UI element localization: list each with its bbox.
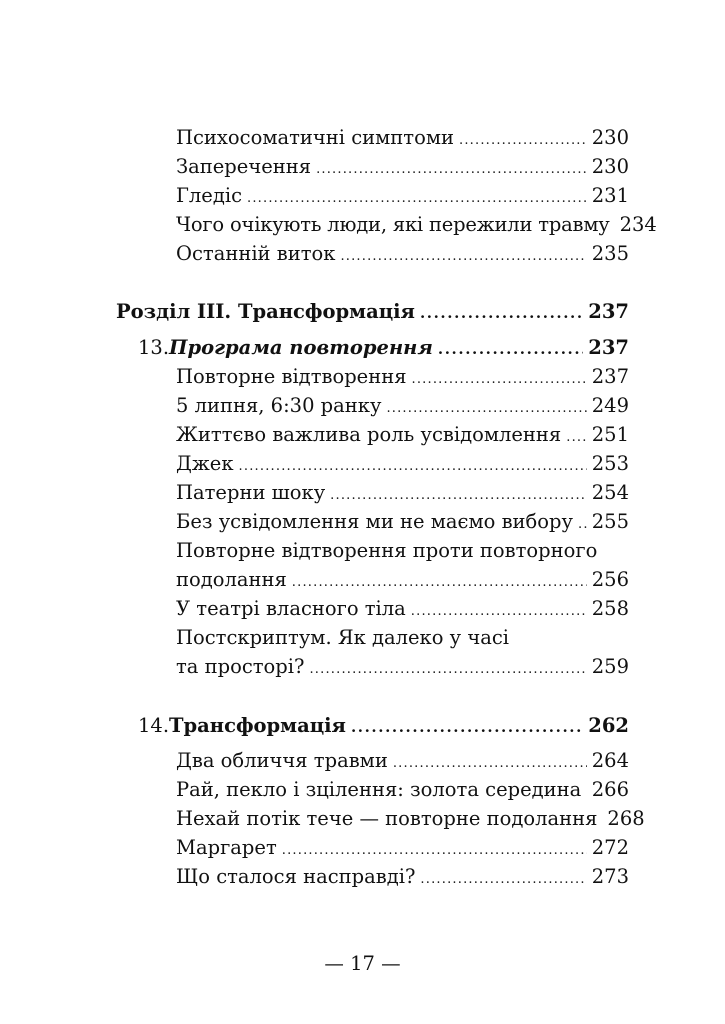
- toc-entry-page: 259: [591, 655, 629, 678]
- part-title: Розділ ІІІ. Трансформація: [116, 300, 415, 323]
- toc-entry-title: Психосоматичні симптоми: [176, 126, 454, 149]
- dot-leader: [292, 569, 587, 597]
- toc-entry-page: 235: [591, 242, 629, 265]
- toc-entry: [176, 450, 629, 478]
- toc-entry-page: 272: [591, 836, 629, 859]
- dot-leader: [282, 837, 587, 865]
- toc-entry-page: 237: [591, 365, 629, 388]
- dot-leader: [386, 395, 586, 423]
- chapter-title: Трансформація: [169, 714, 346, 737]
- toc-entry: [176, 595, 629, 623]
- dot-leader: [330, 482, 587, 510]
- page-number: — 17 —: [324, 952, 401, 975]
- toc-entry: [176, 566, 629, 594]
- toc-entry-title: Заперечення: [176, 155, 312, 178]
- toc-entry-title: Чого очікують люди, які пережили травму: [176, 213, 610, 236]
- dot-leader: [393, 750, 587, 778]
- toc-entry-page: 266: [591, 778, 629, 801]
- dot-leader: [316, 156, 587, 184]
- toc-entry-title: У театрі власного тіла: [176, 597, 406, 620]
- toc-entry-title: Гледіс: [176, 184, 243, 207]
- toc-entry-title: Два обличчя травми: [176, 749, 388, 772]
- toc-entry: [176, 479, 629, 507]
- toc-entry-title: Рай, пекло і зцілення: золота середина: [176, 778, 582, 801]
- part-page: 237: [588, 300, 629, 323]
- toc-entry-page: 231: [591, 184, 629, 207]
- dot-leader: [566, 424, 587, 452]
- chapter-title: Програма повторення: [169, 336, 433, 359]
- toc-entry: [176, 153, 629, 181]
- toc-entry-page: 256: [591, 568, 629, 591]
- toc-chapter-heading: [138, 334, 629, 362]
- toc-entry: [176, 863, 629, 891]
- dot-leader: [239, 453, 587, 481]
- toc-entry-title: Життєво важлива роль усвідомлення: [176, 423, 562, 446]
- dot-leader: [340, 243, 586, 271]
- toc-entry-page: 230: [591, 126, 629, 149]
- toc-entry-page: 234: [619, 213, 657, 236]
- toc-entry-page: 251: [591, 423, 629, 446]
- toc-entry-page: 268: [607, 807, 645, 830]
- toc-entry: [176, 805, 645, 833]
- toc-entry: [176, 653, 629, 681]
- toc-entry: [176, 834, 629, 862]
- dot-leader: [351, 713, 583, 741]
- toc-entry-page: 253: [591, 452, 629, 475]
- toc-entry: [176, 182, 629, 210]
- dot-leader: [438, 335, 583, 363]
- dot-leader: [247, 185, 587, 213]
- toc-entry-title: Патерни шоку: [176, 481, 326, 504]
- chapter-page: 262: [588, 714, 629, 737]
- toc-entry: [176, 776, 629, 804]
- toc-entry: [176, 508, 629, 536]
- toc-part-heading: [116, 298, 629, 326]
- dot-leader: [420, 299, 583, 327]
- toc-entry: [176, 392, 629, 420]
- toc-entry: [176, 124, 629, 152]
- toc-entry-title: Маргарет: [176, 836, 277, 859]
- toc-entry-title: Без усвідомлення ми не маємо вибору: [176, 510, 573, 533]
- toc-entry-title: Повторне відтворення: [176, 365, 407, 388]
- dot-leader: [420, 866, 586, 894]
- toc-entry: [176, 211, 657, 239]
- dot-leader: [412, 366, 587, 394]
- toc-entry-page: 258: [591, 597, 629, 620]
- toc-entry: [176, 240, 629, 268]
- toc-entry-page: 264: [591, 749, 629, 772]
- toc-entry: [176, 421, 629, 449]
- toc-entry-page: 273: [591, 865, 629, 888]
- toc-entry-title-line2: подолання: [176, 568, 287, 591]
- toc-entry: [176, 747, 629, 775]
- toc-entry-page: 254: [591, 481, 629, 504]
- toc-entry-title: Джек: [176, 452, 234, 475]
- toc-entry-title: Нехай потік тече — повторне подолання: [176, 807, 598, 830]
- dot-leader: [459, 127, 587, 155]
- toc-entry-title: 5 липня, 6:30 ранку: [176, 394, 382, 417]
- toc-entry-page: 230: [591, 155, 629, 178]
- toc-entry-page: 255: [591, 510, 629, 533]
- toc-entry-title: Останній виток: [176, 242, 336, 265]
- toc-entry: [176, 363, 629, 391]
- toc-entry-title-line1: Постскриптум. Як далеко у часі: [176, 626, 510, 649]
- dot-leader: [309, 656, 586, 684]
- chapter-number: 13.: [138, 336, 170, 359]
- chapter-page: 237: [588, 336, 629, 359]
- toc-entry-page: 249: [591, 394, 629, 417]
- chapter-number: 14.: [138, 714, 170, 737]
- toc-chapter-heading: [138, 712, 629, 740]
- toc-entry-title: Що сталося насправді?: [176, 865, 416, 888]
- dot-leader: [578, 511, 587, 539]
- dot-leader: [411, 598, 587, 626]
- toc-entry-title-line1: Повторне відтворення проти повторного: [176, 539, 598, 562]
- toc-entry-title-line2: та просторі?: [176, 655, 305, 678]
